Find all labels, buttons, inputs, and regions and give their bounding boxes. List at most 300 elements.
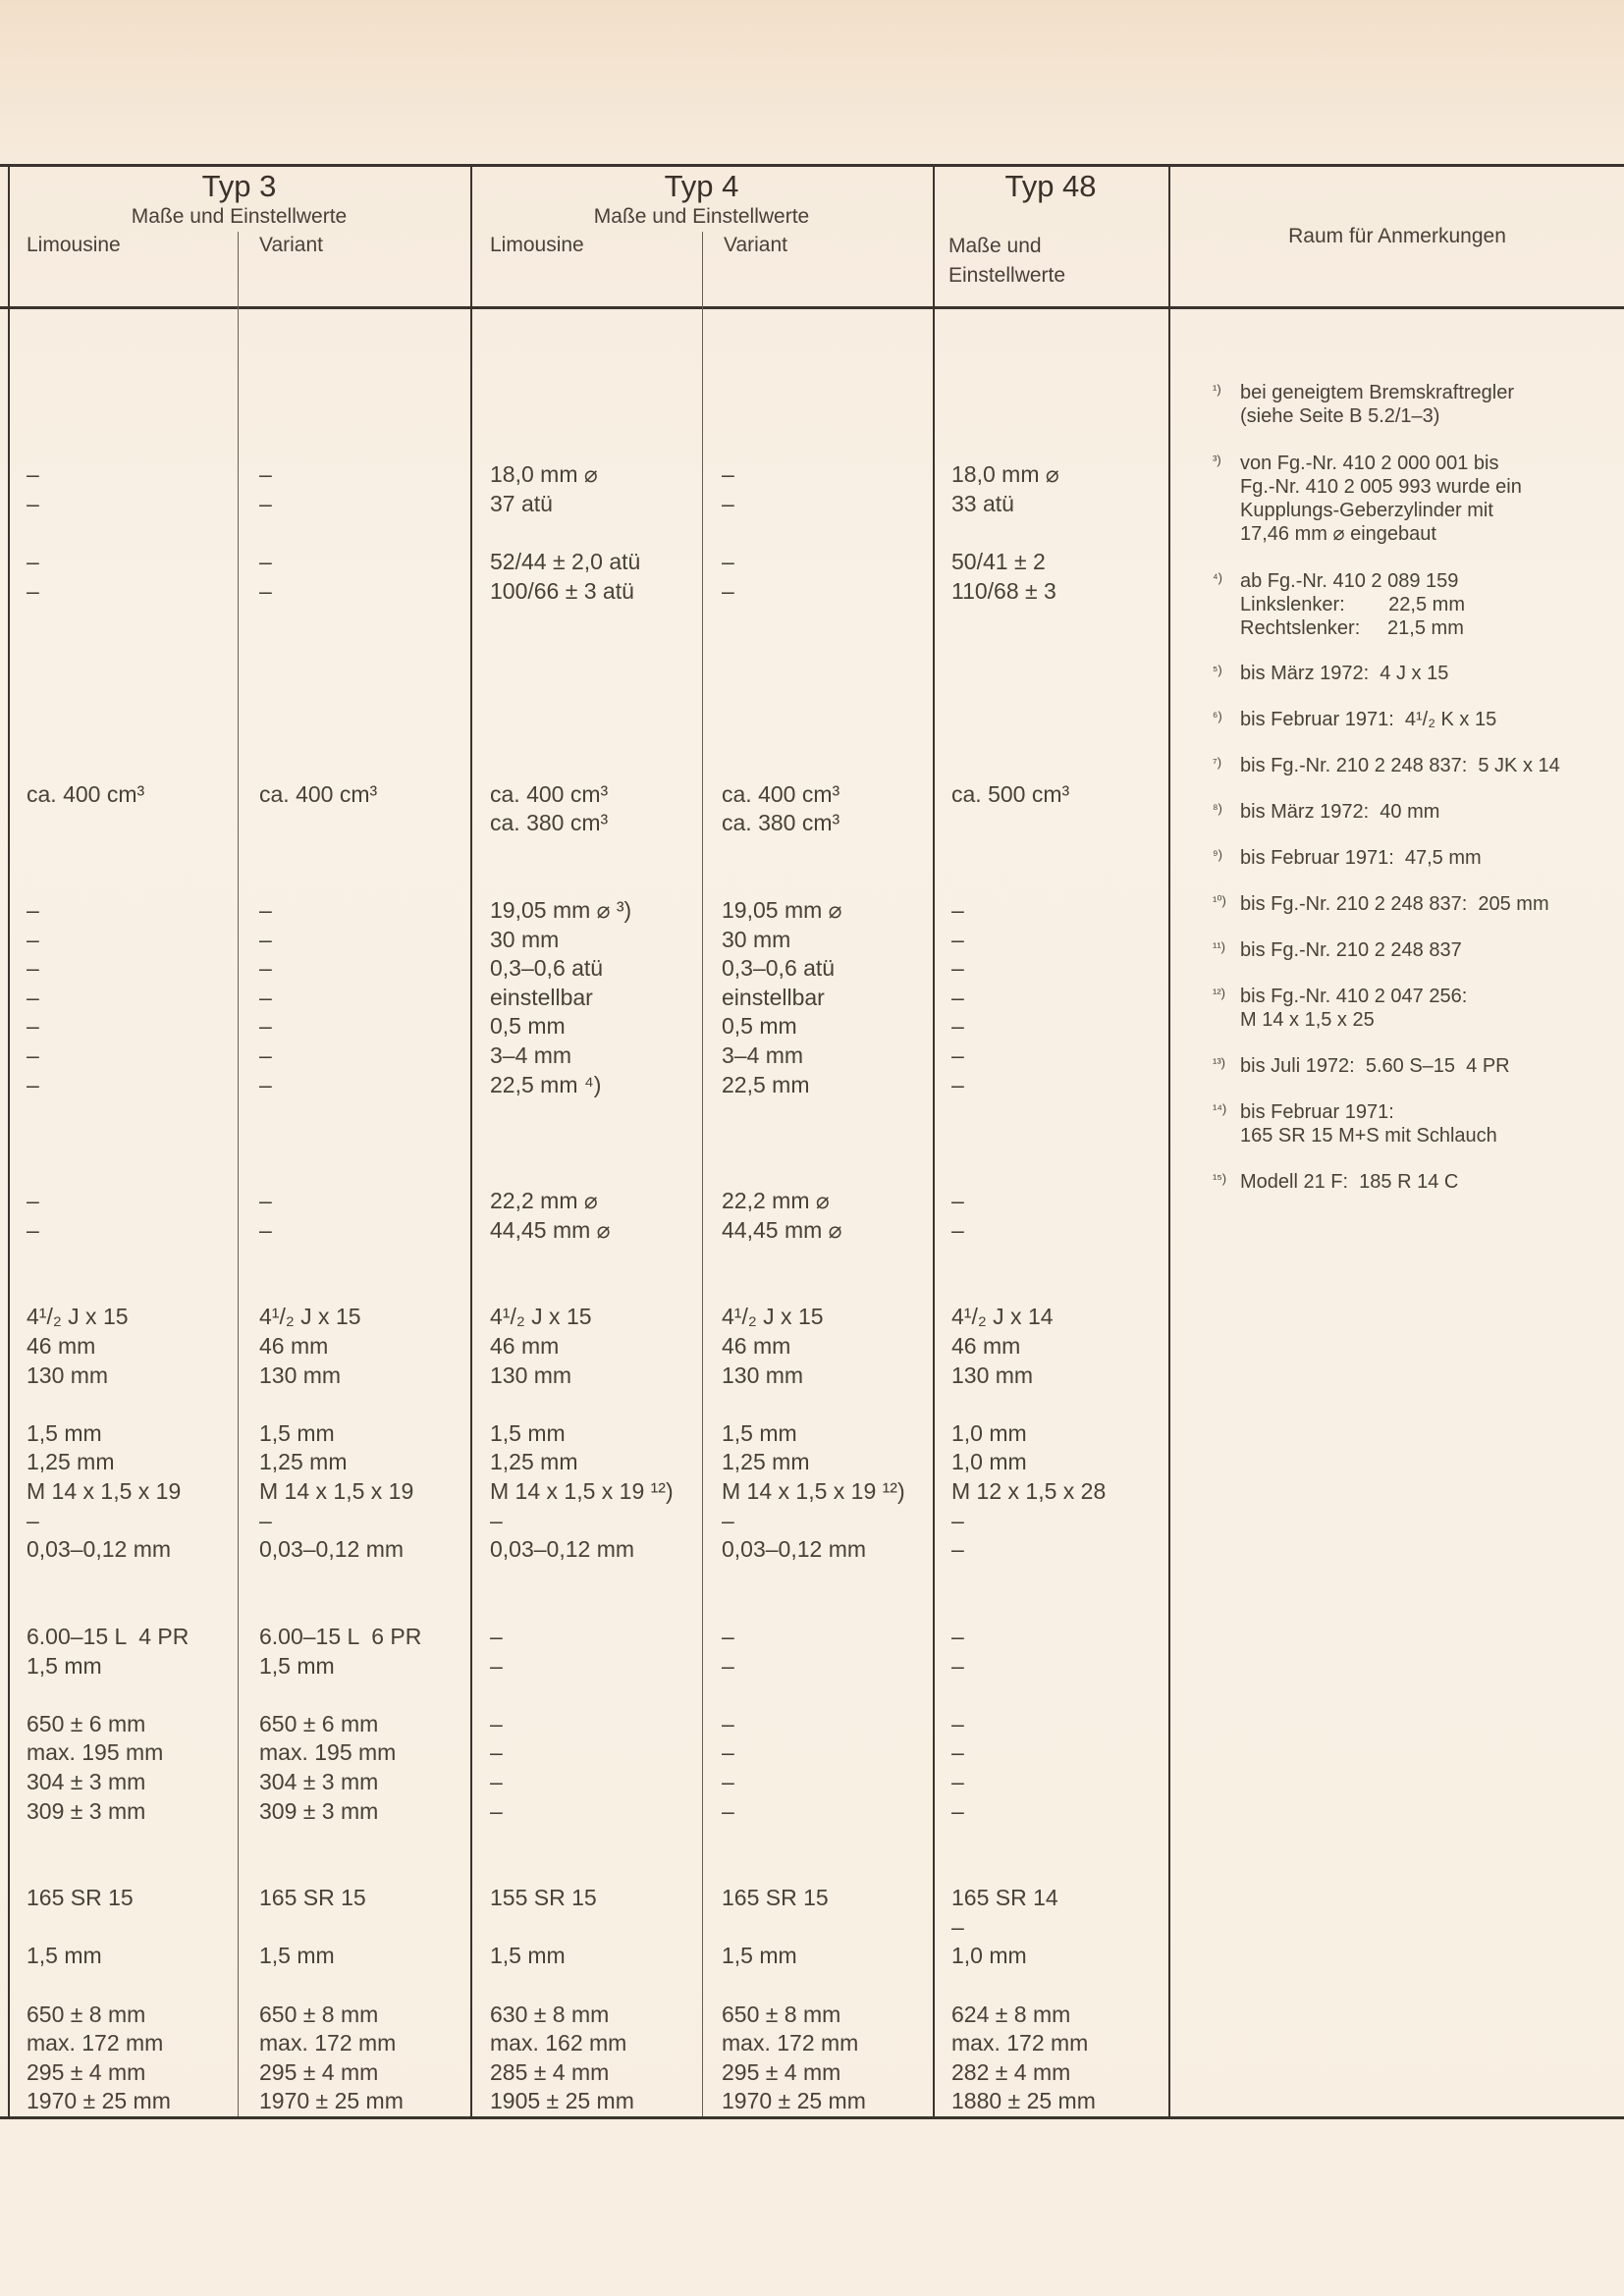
divider-typ4-typ48: [933, 164, 935, 2119]
table-cell: [722, 1593, 905, 1623]
table-cell: [722, 1390, 905, 1419]
table-cell: [490, 1099, 674, 1129]
table-cell: –: [259, 897, 272, 924]
table-cell: –: [27, 490, 39, 516]
table-cell: 4¹/₂ J x 15: [27, 1304, 129, 1330]
table-cell: 282 ± 4 mm: [951, 2058, 1071, 2085]
footnote-number: ⁶): [1213, 709, 1222, 723]
footnote-number: ¹⁵): [1213, 1171, 1227, 1186]
table-cell: 6.00–15 L 6 PR: [259, 1623, 422, 1649]
typ3-limousine-heading: Limousine: [27, 234, 121, 256]
footnote-text: ab Fg.-Nr. 410 2 089 159 Linkslenker: 22,5 mm Rechtslenker: 21,5 mm: [1240, 570, 1465, 639]
table-cell: 1,25 mm: [722, 1449, 810, 1475]
footnote-number: ¹⁴): [1213, 1101, 1227, 1116]
table-cell: 1880 ± 25 mm: [951, 2088, 1096, 2114]
table-cell: [259, 1565, 421, 1594]
table-cell: [259, 1245, 421, 1274]
table-cell: –: [951, 955, 964, 982]
table-cell: [27, 722, 189, 752]
table-cell: 1,25 mm: [259, 1449, 348, 1475]
table-cell: [490, 664, 674, 693]
table-cell: –: [722, 1710, 734, 1736]
table-cell: –: [951, 1071, 964, 1097]
table-bottom-rule: [0, 2116, 1624, 2119]
table-cell: –: [490, 1623, 503, 1649]
table-cell: [490, 1855, 674, 1885]
table-cell: –: [951, 1710, 964, 1736]
table-cell: 130 mm: [259, 1362, 342, 1388]
table-cell: –: [722, 1652, 734, 1679]
table-cell: [722, 1971, 905, 2001]
table-cell: 155 SR 15: [490, 1885, 597, 1911]
table-cell: [490, 1565, 674, 1594]
table-cell: [27, 1855, 189, 1885]
table-cell: 3–4 mm: [722, 1042, 804, 1069]
table-cell: [722, 664, 905, 693]
table-cell: [259, 722, 421, 752]
table-cell: 624 ± 8 mm: [951, 2001, 1071, 2027]
table-cell: 33 atü: [951, 490, 1014, 516]
table-cell: [259, 1390, 421, 1419]
table-cell: [722, 751, 905, 780]
footnote-text: bis Juli 1972: 5.60 S–15 4 PR: [1240, 1055, 1510, 1077]
footnote-text: bis Fg.-Nr. 210 2 248 837: [1240, 939, 1462, 961]
table-cell: 22,2 mm ⌀: [722, 1188, 830, 1214]
table-cell: [259, 693, 421, 722]
table-cell: 1970 ± 25 mm: [722, 2088, 866, 2114]
table-cell: –: [722, 1768, 734, 1794]
table-cell: 44,45 mm ⌀: [722, 1216, 842, 1243]
table-cell: [27, 1971, 189, 2001]
table-cell: [259, 1593, 421, 1623]
table-cell: –: [722, 548, 734, 574]
table-cell: [27, 693, 189, 722]
table-cell: 295 ± 4 mm: [259, 2058, 379, 2085]
table-cell: 0,03–0,12 mm: [27, 1536, 172, 1563]
table-cell: [27, 751, 189, 780]
table-cell: [722, 838, 905, 868]
table-cell: 22,5 mm ⁴): [490, 1071, 602, 1097]
table-cell: [259, 1913, 421, 1943]
table-cell: 46 mm: [722, 1333, 791, 1359]
table-cell: ca. 400 cm³: [27, 780, 145, 807]
table-cell: [27, 838, 189, 868]
table-cell: [259, 1129, 421, 1158]
table-cell: 304 ± 3 mm: [259, 1768, 379, 1794]
table-cell: 1,5 mm: [259, 1419, 335, 1446]
table-cell: 4¹/₂ J x 15: [722, 1304, 824, 1330]
table-cell: [490, 432, 674, 461]
table-cell: [722, 1826, 905, 1855]
table-cell: –: [27, 1071, 39, 1097]
table-cell: –: [722, 1623, 734, 1649]
table-cell: –: [490, 1507, 503, 1533]
typ48-subtitle-line2: Einstellwerte: [948, 264, 1066, 287]
table-cell: 3–4 mm: [490, 1042, 572, 1069]
table-cell: [27, 1157, 189, 1187]
table-cell: [259, 868, 421, 897]
table-cell: –: [259, 1042, 272, 1069]
table-cell: [951, 809, 1106, 838]
footnote-number: ⁵): [1213, 663, 1222, 677]
table-cell: –: [27, 1042, 39, 1069]
table-cell: –: [259, 461, 272, 488]
table-cell: [259, 1274, 421, 1304]
table-cell: –: [27, 955, 39, 982]
table-cell: 0,03–0,12 mm: [722, 1536, 867, 1563]
table-cell: [722, 1274, 905, 1304]
table-cell: [490, 1593, 674, 1623]
table-cell: [490, 1913, 674, 1943]
table-top-rule: [0, 164, 1624, 167]
table-cell: [722, 635, 905, 665]
table-cell: [490, 1245, 674, 1274]
table-cell: –: [951, 1768, 964, 1794]
table-cell: M 14 x 1,5 x 19 ¹²): [722, 1477, 905, 1504]
table-cell: [951, 722, 1106, 752]
footnote-number: ¹³): [1213, 1055, 1225, 1070]
typ3-variant-column: [259, 402, 421, 2116]
table-cell: [259, 1681, 421, 1710]
table-cell: [27, 606, 189, 635]
table-cell: M 14 x 1,5 x 19 ¹²): [490, 1477, 674, 1504]
footnote-number: ⁴): [1213, 570, 1222, 585]
table-cell: [490, 722, 674, 752]
table-cell: –: [27, 984, 39, 1010]
table-cell: 52/44 ± 2,0 atü: [490, 548, 641, 574]
table-cell: –: [951, 1013, 964, 1040]
table-cell: [27, 1826, 189, 1855]
table-cell: 309 ± 3 mm: [27, 1797, 146, 1824]
table-cell: 1,5 mm: [722, 1419, 797, 1446]
table-cell: [722, 1099, 905, 1129]
table-cell: [27, 1593, 189, 1623]
typ4-title: Typ 4: [664, 169, 739, 203]
table-cell: –: [27, 1188, 39, 1214]
table-cell: –: [951, 1797, 964, 1824]
table-cell: [722, 1855, 905, 1885]
table-cell: [259, 606, 421, 635]
table-cell: –: [951, 1536, 964, 1563]
table-cell: 4¹/₂ J x 15: [259, 1304, 361, 1330]
table-cell: –: [951, 1739, 964, 1766]
table-cell: –: [722, 1739, 734, 1766]
table-cell: [259, 432, 421, 461]
table-cell: [259, 809, 421, 838]
table-cell: [27, 635, 189, 665]
table-cell: –: [27, 548, 39, 574]
table-cell: –: [951, 984, 964, 1010]
footnote-text: bis Fg.-Nr. 410 2 047 256: M 14 x 1,5 x 25: [1240, 986, 1468, 1031]
table-cell: –: [259, 1071, 272, 1097]
table-cell: ca. 400 cm³: [259, 780, 378, 807]
footnote-text: bis Februar 1971: 4¹/₂ K x 15: [1240, 709, 1497, 730]
table-cell: ca. 380 cm³: [722, 810, 840, 836]
table-cell: [259, 1971, 421, 2001]
table-cell: 165 SR 14: [951, 1885, 1058, 1911]
table-cell: [490, 606, 674, 635]
table-cell: max. 195 mm: [27, 1739, 164, 1766]
table-cell: 1,5 mm: [27, 1419, 102, 1446]
table-cell: –: [951, 1913, 964, 1940]
table-cell: [259, 1855, 421, 1885]
divider-typ4-limousine-variant: [702, 232, 703, 2116]
divider-typ3-typ4: [470, 164, 472, 2119]
table-cell: ca. 400 cm³: [490, 780, 609, 807]
table-cell: 630 ± 8 mm: [490, 2001, 610, 2027]
table-cell: max. 162 mm: [490, 2030, 627, 2056]
table-cell: [259, 751, 421, 780]
table-cell: [951, 1565, 1106, 1594]
typ4-variant-column: [722, 402, 905, 2116]
table-cell: 295 ± 4 mm: [27, 2058, 146, 2085]
typ4-limousine-heading: Limousine: [490, 234, 584, 256]
table-cell: max. 172 mm: [27, 2030, 164, 2056]
table-cell: 1905 ± 25 mm: [490, 2088, 634, 2114]
table-cell: 165 SR 15: [259, 1885, 366, 1911]
table-cell: [951, 1855, 1106, 1885]
table-cell: [951, 1245, 1106, 1274]
table-cell: –: [951, 1188, 964, 1214]
footnote-text: bis März 1972: 4 J x 15: [1240, 663, 1449, 684]
table-cell: 44,45 mm ⌀: [490, 1216, 611, 1243]
table-cell: [722, 518, 905, 548]
footnote-number: ¹²): [1213, 986, 1225, 1000]
table-cell: [951, 1826, 1106, 1855]
footnote-text: bei geneigtem Bremskraftregler (siehe Seite B 5.2/1–3): [1240, 382, 1515, 427]
table-cell: [27, 518, 189, 548]
divider-typ48-remarks: [1168, 164, 1170, 2119]
table-cell: [259, 838, 421, 868]
table-cell: [27, 1913, 189, 1943]
footnote-number: ⁷): [1213, 755, 1222, 770]
table-cell: [951, 635, 1106, 665]
footnote-number: ¹¹): [1213, 939, 1225, 954]
table-cell: –: [490, 1797, 503, 1824]
header-bottom-rule: [0, 306, 1624, 309]
table-cell: [259, 1157, 421, 1187]
table-cell: 309 ± 3 mm: [259, 1797, 379, 1824]
table-cell: –: [951, 1623, 964, 1649]
table-cell: –: [259, 984, 272, 1010]
table-cell: [27, 809, 189, 838]
table-cell: 19,05 mm ⌀ ³): [490, 897, 632, 924]
table-cell: 22,2 mm ⌀: [490, 1188, 598, 1214]
table-cell: [951, 1129, 1106, 1158]
table-cell: [951, 868, 1106, 897]
table-cell: 130 mm: [27, 1362, 109, 1388]
table-cell: 46 mm: [490, 1333, 560, 1359]
table-cell: [951, 1274, 1106, 1304]
footnote-text: bis März 1972: 40 mm: [1240, 801, 1440, 823]
table-cell: [27, 1681, 189, 1710]
table-cell: [722, 1913, 905, 1943]
table-cell: 165 SR 15: [722, 1885, 829, 1911]
table-cell: –: [951, 926, 964, 952]
table-cell: 1,5 mm: [27, 1943, 102, 1969]
table-cell: 130 mm: [490, 1362, 572, 1388]
table-cell: einstellbar: [722, 984, 825, 1010]
table-cell: [27, 402, 189, 432]
table-cell: –: [259, 1216, 272, 1243]
typ48-title: Typ 48: [1004, 169, 1097, 203]
table-cell: [722, 1681, 905, 1710]
table-cell: [259, 518, 421, 548]
table-cell: 1,5 mm: [490, 1943, 566, 1969]
table-cell: [27, 1129, 189, 1158]
table-cell: 4¹/₂ J x 14: [951, 1304, 1054, 1330]
typ48-column: [951, 402, 1106, 2116]
table-cell: [722, 1565, 905, 1594]
table-cell: [27, 432, 189, 461]
table-cell: –: [951, 1216, 964, 1243]
table-cell: 46 mm: [27, 1333, 96, 1359]
table-cell: max. 195 mm: [259, 1739, 397, 1766]
table-cell: –: [951, 897, 964, 924]
table-cell: [27, 1390, 189, 1419]
table-cell: –: [722, 1507, 734, 1533]
table-cell: 0,03–0,12 mm: [490, 1536, 635, 1563]
table-cell: –: [951, 1507, 964, 1533]
table-cell: [951, 1157, 1106, 1187]
table-cell: einstellbar: [490, 984, 593, 1010]
table-cell: M 12 x 1,5 x 28: [951, 1477, 1107, 1504]
table-cell: [951, 1593, 1106, 1623]
table-cell: [490, 1826, 674, 1855]
table-cell: 304 ± 3 mm: [27, 1768, 146, 1794]
table-cell: [27, 1245, 189, 1274]
table-cell: 650 ± 6 mm: [259, 1710, 379, 1736]
table-cell: –: [259, 1188, 272, 1214]
table-cell: 1970 ± 25 mm: [259, 2088, 404, 2114]
table-cell: 6.00–15 L 4 PR: [27, 1623, 189, 1649]
table-cell: 1970 ± 25 mm: [27, 2088, 171, 2114]
table-cell: [490, 1274, 674, 1304]
table-cell: [951, 518, 1106, 548]
typ4-variant-heading: Variant: [724, 234, 787, 256]
table-cell: [951, 402, 1106, 432]
table-cell: 46 mm: [951, 1333, 1021, 1359]
table-cell: [490, 635, 674, 665]
table-cell: [490, 1129, 674, 1158]
table-cell: 650 ± 8 mm: [722, 2001, 841, 2027]
table-cell: –: [27, 897, 39, 924]
table-cell: –: [259, 1013, 272, 1040]
footnote-number: ³): [1213, 453, 1221, 467]
typ3-limousine-column: [27, 402, 189, 2116]
table-cell: [259, 635, 421, 665]
footnote-number: ¹): [1213, 382, 1221, 397]
table-cell: 165 SR 15: [27, 1885, 134, 1911]
left-border: [8, 164, 10, 2119]
table-cell: 1,0 mm: [951, 1449, 1027, 1475]
table-cell: 1,5 mm: [259, 1943, 335, 1969]
table-cell: [490, 1971, 674, 2001]
footnote-text: Modell 21 F: 185 R 14 C: [1240, 1171, 1459, 1193]
table-cell: 1,5 mm: [722, 1943, 797, 1969]
table-cell: 650 ± 8 mm: [259, 2001, 379, 2027]
footnote-number: ⁸): [1213, 801, 1222, 816]
typ3-subtitle: Maße und Einstellwerte: [131, 205, 348, 228]
table-cell: –: [951, 1652, 964, 1679]
table-cell: –: [490, 1710, 503, 1736]
table-cell: max. 172 mm: [259, 2030, 397, 2056]
table-cell: 18,0 mm ⌀: [490, 461, 598, 488]
table-cell: 46 mm: [259, 1333, 329, 1359]
table-cell: –: [490, 1652, 503, 1679]
table-cell: [27, 1565, 189, 1594]
table-cell: –: [27, 1507, 39, 1533]
table-cell: 130 mm: [951, 1362, 1034, 1388]
table-cell: –: [722, 461, 734, 488]
table-cell: [490, 1681, 674, 1710]
table-cell: [259, 1826, 421, 1855]
table-cell: 295 ± 4 mm: [722, 2058, 841, 2085]
table-cell: 100/66 ± 3 atü: [490, 577, 634, 604]
table-cell: [722, 1157, 905, 1187]
table-cell: [951, 751, 1106, 780]
table-cell: 130 mm: [722, 1362, 804, 1388]
table-cell: [951, 664, 1106, 693]
table-cell: –: [27, 926, 39, 952]
table-cell: [27, 1274, 189, 1304]
table-cell: [722, 402, 905, 432]
table-cell: [490, 1157, 674, 1187]
table-cell: [490, 1390, 674, 1419]
table-cell: –: [722, 490, 734, 516]
table-cell: 50/41 ± 2: [951, 548, 1046, 574]
table-cell: [27, 664, 189, 693]
table-cell: –: [490, 1739, 503, 1766]
typ3-variant-heading: Variant: [259, 234, 323, 256]
table-cell: [722, 722, 905, 752]
table-cell: ca. 380 cm³: [490, 810, 609, 836]
footnote-number: ¹⁰): [1213, 893, 1226, 908]
table-cell: [951, 1099, 1106, 1129]
table-cell: [722, 606, 905, 635]
table-cell: 1,25 mm: [27, 1449, 115, 1475]
table-cell: [259, 664, 421, 693]
table-cell: ca. 500 cm³: [951, 780, 1070, 807]
table-cell: 650 ± 6 mm: [27, 1710, 146, 1736]
footnote-number: ⁹): [1213, 847, 1222, 862]
table-cell: 18,0 mm ⌀: [951, 461, 1059, 488]
table-cell: [490, 693, 674, 722]
table-cell: –: [27, 577, 39, 604]
table-cell: –: [259, 955, 272, 982]
table-cell: 30 mm: [722, 926, 791, 952]
table-cell: [259, 1099, 421, 1129]
table-cell: 1,0 mm: [951, 1419, 1027, 1446]
table-cell: –: [259, 577, 272, 604]
divider-typ3-limousine-variant: [238, 232, 239, 2116]
table-cell: [951, 838, 1106, 868]
table-cell: –: [27, 1013, 39, 1040]
table-cell: max. 172 mm: [722, 2030, 859, 2056]
typ4-limousine-column: [490, 402, 674, 2116]
table-cell: 37 atü: [490, 490, 553, 516]
table-cell: –: [490, 1768, 503, 1794]
table-cell: 30 mm: [490, 926, 560, 952]
table-cell: max. 172 mm: [951, 2030, 1089, 2056]
table-cell: [722, 1245, 905, 1274]
table-cell: 0,03–0,12 mm: [259, 1536, 405, 1563]
table-cell: 1,0 mm: [951, 1943, 1027, 1969]
table-cell: 19,05 mm ⌀: [722, 897, 842, 924]
table-cell: [490, 402, 674, 432]
footnote-text: bis Fg.-Nr. 210 2 248 837: 205 mm: [1240, 893, 1549, 915]
table-cell: [722, 432, 905, 461]
